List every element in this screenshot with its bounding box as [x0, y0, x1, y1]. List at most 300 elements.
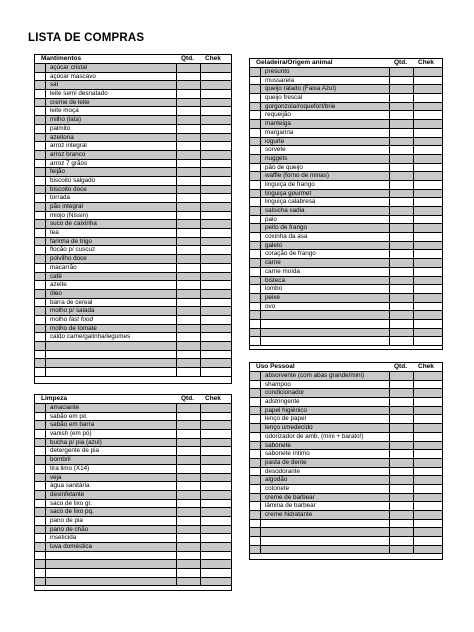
- item-label: desodorante: [265, 467, 301, 475]
- item-cell: [45, 482, 177, 490]
- qtd-cell[interactable]: [177, 186, 201, 194]
- qtd-cell[interactable]: [177, 578, 201, 586]
- item-cell: [45, 413, 177, 421]
- qtd-cell[interactable]: [390, 459, 414, 467]
- qtd-cell[interactable]: [390, 494, 414, 502]
- qtd-cell[interactable]: [390, 511, 414, 519]
- table-row: [35, 368, 231, 377]
- qtd-cell[interactable]: [390, 381, 414, 389]
- qtd-cell[interactable]: [177, 307, 201, 315]
- qtd-cell[interactable]: [390, 424, 414, 432]
- qtd-cell[interactable]: [390, 537, 414, 545]
- item-cell: [260, 381, 390, 389]
- item-list: [35, 404, 231, 586]
- qtd-cell[interactable]: [177, 81, 201, 89]
- item-cell: [260, 129, 390, 137]
- table-row: [35, 491, 231, 500]
- table-row: [250, 311, 442, 320]
- section-header: [250, 363, 442, 372]
- item-cell: [45, 456, 177, 464]
- table-row: [35, 177, 231, 186]
- item-cell: [45, 325, 177, 333]
- item-cell: [45, 474, 177, 482]
- table-row: [35, 482, 231, 491]
- item-cell: [45, 508, 177, 516]
- qtd-cell[interactable]: [390, 476, 414, 484]
- item-cell: [260, 68, 390, 76]
- item-cell: [45, 560, 177, 568]
- qtd-cell[interactable]: [177, 116, 201, 124]
- chek-column-header: Chek: [418, 59, 434, 66]
- item-cell: [260, 285, 390, 293]
- qtd-cell[interactable]: [177, 142, 201, 150]
- item-cell: [260, 389, 390, 397]
- table-row: [35, 168, 231, 177]
- qtd-cell[interactable]: [390, 120, 414, 128]
- item-cell: [260, 155, 390, 163]
- item-cell: [260, 198, 390, 206]
- table-row: [35, 430, 231, 439]
- qtd-cell[interactable]: [177, 456, 201, 464]
- qtd-cell[interactable]: [390, 415, 414, 423]
- qtd-cell[interactable]: [177, 160, 201, 168]
- item-cell: [260, 329, 390, 337]
- table-row: [35, 534, 231, 543]
- qtd-cell[interactable]: [177, 90, 201, 98]
- qtd-cell[interactable]: [177, 203, 201, 211]
- table-row: [35, 281, 231, 290]
- qtd-cell[interactable]: [177, 517, 201, 525]
- item-label: algodão: [265, 476, 288, 484]
- qtd-cell[interactable]: [390, 320, 414, 328]
- item-cell: [45, 465, 177, 473]
- table-row: [250, 277, 442, 286]
- table-row: [250, 494, 442, 503]
- qtd-cell[interactable]: [390, 138, 414, 146]
- qtd-cell[interactable]: [177, 290, 201, 298]
- item-label: macarrão: [50, 263, 77, 271]
- item-label: ovo: [265, 302, 276, 310]
- item-label: leite moça: [50, 107, 79, 115]
- qtd-cell[interactable]: [390, 224, 414, 232]
- item-cell: [260, 146, 390, 154]
- table-row: [35, 342, 231, 351]
- item-label: iogurte: [265, 137, 285, 145]
- item-cell: [45, 151, 177, 159]
- qtd-cell[interactable]: [390, 190, 414, 198]
- qtd-cell[interactable]: [390, 277, 414, 285]
- item-cell: [260, 320, 390, 328]
- qtd-cell[interactable]: [177, 413, 201, 421]
- item-label: farinha de trigo: [50, 237, 93, 245]
- qtd-cell[interactable]: [390, 94, 414, 102]
- table-row: [250, 520, 442, 529]
- qtd-cell[interactable]: [390, 485, 414, 493]
- qtd-cell[interactable]: [390, 285, 414, 293]
- qtd-cell[interactable]: [390, 372, 414, 380]
- table-row: [250, 190, 442, 199]
- table-row: [35, 125, 231, 134]
- item-label: molho de tomate: [50, 324, 97, 332]
- table-row: [35, 116, 231, 125]
- table-row: [35, 246, 231, 255]
- qtd-cell[interactable]: [177, 534, 201, 542]
- item-cell: [45, 99, 177, 107]
- table-row: [250, 129, 442, 138]
- qtd-cell[interactable]: [177, 264, 201, 272]
- qtd-cell[interactable]: [390, 407, 414, 415]
- qtd-column-header: Qtd.: [394, 59, 407, 66]
- table-row: [35, 220, 231, 229]
- qtd-cell[interactable]: [177, 220, 201, 228]
- table-row: [35, 142, 231, 151]
- qtd-cell[interactable]: [177, 526, 201, 534]
- qtd-cell[interactable]: [177, 342, 201, 350]
- qtd-cell[interactable]: [177, 474, 201, 482]
- item-cell: [45, 552, 177, 560]
- item-label: lombo: [265, 285, 283, 293]
- qtd-cell[interactable]: [390, 155, 414, 163]
- qtd-cell[interactable]: [177, 99, 201, 107]
- item-label: saco de lixo pq.: [50, 508, 94, 516]
- qtd-cell[interactable]: [177, 359, 201, 367]
- item-label: linguiça gourmet: [265, 189, 312, 197]
- qtd-cell[interactable]: [177, 238, 201, 246]
- qtd-cell[interactable]: [177, 273, 201, 281]
- table-row: [250, 381, 442, 390]
- qtd-cell[interactable]: [390, 442, 414, 450]
- table-row: [35, 186, 231, 195]
- item-cell: [260, 111, 390, 119]
- item-cell: [260, 250, 390, 258]
- item-cell: [260, 398, 390, 406]
- item-label: odorizador de amb. (mini + barato!): [265, 432, 364, 440]
- qtd-cell[interactable]: [177, 569, 201, 577]
- item-label: torrada: [50, 194, 70, 202]
- qtd-cell[interactable]: [177, 107, 201, 115]
- table-row: [250, 138, 442, 147]
- qtd-cell[interactable]: [390, 303, 414, 311]
- table-row: [250, 485, 442, 494]
- item-cell: [260, 433, 390, 441]
- table-row: [250, 294, 442, 303]
- table-row: [35, 73, 231, 82]
- item-cell: [260, 511, 390, 519]
- table-row: [35, 333, 231, 342]
- table-row: [35, 474, 231, 483]
- item-cell: [45, 342, 177, 350]
- qtd-cell[interactable]: [177, 500, 201, 508]
- qtd-cell[interactable]: [390, 198, 414, 206]
- item-label: coxinha da asa: [265, 233, 308, 241]
- item-label: mussarela: [265, 76, 295, 84]
- item-label: creme de barbear: [265, 493, 315, 501]
- item-cell: [260, 468, 390, 476]
- item-label: shampoo: [265, 380, 291, 388]
- item-cell: [260, 485, 390, 493]
- item-cell: [45, 491, 177, 499]
- qtd-cell[interactable]: [177, 560, 201, 568]
- table-row: [250, 442, 442, 451]
- qtd-cell[interactable]: [390, 502, 414, 510]
- item-label: creme hidratante: [265, 511, 313, 518]
- table-row: [250, 468, 442, 477]
- qtd-cell[interactable]: [390, 546, 414, 554]
- table-row: [35, 203, 231, 212]
- item-cell: [45, 212, 177, 220]
- item-cell: [45, 194, 177, 202]
- table-row: [35, 351, 231, 360]
- qtd-cell[interactable]: [390, 233, 414, 241]
- item-label: lâmina de barbear: [265, 502, 316, 510]
- item-cell: [260, 103, 390, 111]
- item-cell: [260, 502, 390, 510]
- item-label: manteiga: [265, 120, 291, 128]
- item-cell: [260, 407, 390, 415]
- item-label: requeijão: [265, 111, 291, 119]
- table-row: [35, 508, 231, 517]
- table-row: [35, 578, 231, 587]
- qtd-cell[interactable]: [177, 482, 201, 490]
- item-cell: [45, 404, 177, 412]
- item-cell: [45, 142, 177, 150]
- qtd-cell[interactable]: [177, 333, 201, 341]
- item-cell: [260, 459, 390, 467]
- qtd-cell[interactable]: [177, 543, 201, 551]
- qtd-cell[interactable]: [390, 389, 414, 397]
- item-cell: [45, 203, 177, 211]
- qtd-cell[interactable]: [177, 439, 201, 447]
- item-cell: [45, 246, 177, 254]
- qtd-cell[interactable]: [390, 207, 414, 215]
- qtd-cell[interactable]: [177, 168, 201, 176]
- qtd-cell[interactable]: [177, 404, 201, 412]
- item-cell: [45, 64, 177, 72]
- qtd-cell[interactable]: [177, 508, 201, 516]
- table-row: [35, 307, 231, 316]
- item-label: barra de cereal: [50, 298, 93, 306]
- qtd-cell[interactable]: [177, 491, 201, 499]
- qtd-cell[interactable]: [177, 246, 201, 254]
- section-geladeira: [249, 58, 443, 350]
- qtd-cell[interactable]: [177, 194, 201, 202]
- qtd-cell[interactable]: [390, 259, 414, 267]
- item-label: óleo: [50, 289, 62, 297]
- qtd-cell[interactable]: [390, 77, 414, 85]
- qtd-cell[interactable]: [390, 450, 414, 458]
- table-row: [250, 198, 442, 207]
- item-cell: [45, 160, 177, 168]
- table-row: [250, 233, 442, 242]
- section-mantimentos: [34, 54, 232, 384]
- qtd-cell[interactable]: [177, 316, 201, 324]
- item-cell: [45, 90, 177, 98]
- item-cell: [45, 229, 177, 237]
- qtd-cell[interactable]: [390, 398, 414, 406]
- table-row: [35, 316, 231, 325]
- qtd-cell[interactable]: [177, 73, 201, 81]
- table-row: [35, 160, 231, 169]
- item-label: veja: [50, 473, 62, 481]
- table-row: [35, 264, 231, 273]
- table-row: [250, 164, 442, 173]
- item-cell: [45, 569, 177, 577]
- item-label: detergente de pia: [50, 447, 100, 455]
- qtd-cell[interactable]: [390, 172, 414, 180]
- table-row: [35, 212, 231, 221]
- table-row: [35, 359, 231, 368]
- table-row: [35, 229, 231, 238]
- item-cell: [260, 303, 390, 311]
- item-cell: [260, 415, 390, 423]
- chek-column-header: Chek: [418, 363, 434, 370]
- qtd-cell[interactable]: [390, 68, 414, 76]
- qtd-cell[interactable]: [177, 430, 201, 438]
- item-cell: [260, 138, 390, 146]
- item-cell: [45, 177, 177, 185]
- qtd-cell[interactable]: [177, 552, 201, 560]
- qtd-cell[interactable]: [390, 329, 414, 337]
- table-row: [250, 285, 442, 294]
- item-cell: [260, 520, 390, 528]
- qtd-cell[interactable]: [177, 151, 201, 159]
- item-label: waffle (forno de minas): [265, 172, 329, 180]
- qtd-cell[interactable]: [177, 325, 201, 333]
- qtd-cell[interactable]: [390, 520, 414, 528]
- qtd-cell[interactable]: [177, 421, 201, 429]
- item-cell: [45, 307, 177, 315]
- item-label: azeitona: [50, 133, 74, 141]
- table-row: [35, 299, 231, 308]
- item-cell: [260, 120, 390, 128]
- table-row: [250, 242, 442, 251]
- item-label: polvilho doce: [50, 255, 87, 263]
- qtd-cell[interactable]: [177, 64, 201, 72]
- qtd-cell[interactable]: [390, 129, 414, 137]
- item-label: peito de frango: [265, 224, 308, 232]
- item-cell: [45, 430, 177, 438]
- item-label: gorgonzola/roquefort/brie: [265, 102, 336, 110]
- item-label: linguiça de frango: [265, 180, 315, 188]
- table-row: [250, 85, 442, 94]
- qtd-cell[interactable]: [390, 337, 414, 345]
- qtd-cell[interactable]: [177, 212, 201, 220]
- table-row: [250, 155, 442, 164]
- qtd-cell[interactable]: [177, 281, 201, 289]
- item-cell: [45, 134, 177, 142]
- table-row: [250, 337, 442, 346]
- qtd-cell[interactable]: [390, 311, 414, 319]
- qtd-column-header: Qtd.: [181, 55, 194, 62]
- table-row: [35, 500, 231, 509]
- item-label: caldo carne/galinha/legumes: [50, 333, 131, 341]
- qtd-cell[interactable]: [177, 125, 201, 133]
- table-row: [35, 560, 231, 569]
- item-label: lenço de papel: [265, 415, 306, 423]
- item-label: papel higiênico: [265, 406, 308, 414]
- table-row: [250, 450, 442, 459]
- qtd-cell[interactable]: [390, 103, 414, 111]
- table-row: [35, 569, 231, 578]
- item-cell: [45, 534, 177, 542]
- item-label: nuggets: [265, 154, 288, 162]
- table-row: [250, 389, 442, 398]
- table-row: [35, 107, 231, 116]
- item-label: peixe: [265, 293, 281, 301]
- table-row: [250, 528, 442, 537]
- section-title: Limpeza: [41, 395, 68, 402]
- item-label: queijo ralado (Faixa Azul): [265, 85, 337, 93]
- qtd-cell[interactable]: [390, 268, 414, 276]
- table-row: [35, 517, 231, 526]
- qtd-cell[interactable]: [390, 164, 414, 172]
- qtd-cell[interactable]: [177, 255, 201, 263]
- item-cell: [260, 372, 390, 380]
- qtd-cell[interactable]: [177, 299, 201, 307]
- item-cell: [45, 526, 177, 534]
- qtd-cell[interactable]: [177, 229, 201, 237]
- qtd-cell[interactable]: [390, 433, 414, 441]
- qtd-cell[interactable]: [177, 134, 201, 142]
- qtd-cell[interactable]: [390, 146, 414, 154]
- table-row: [250, 433, 442, 442]
- qtd-cell[interactable]: [390, 250, 414, 258]
- item-cell: [45, 359, 177, 367]
- qtd-cell[interactable]: [390, 216, 414, 224]
- item-label: desinfetante: [50, 490, 85, 498]
- qtd-cell[interactable]: [177, 351, 201, 359]
- table-row: [250, 537, 442, 546]
- item-label: creme de leite: [50, 98, 90, 106]
- table-row: [250, 120, 442, 129]
- qtd-cell[interactable]: [177, 447, 201, 455]
- qtd-cell[interactable]: [390, 528, 414, 536]
- item-label: molho fast food: [50, 315, 94, 323]
- item-cell: [260, 172, 390, 180]
- page-title: LISTA DE COMPRAS: [28, 32, 145, 44]
- item-list: [250, 68, 442, 346]
- table-row: [250, 320, 442, 329]
- qtd-cell[interactable]: [390, 294, 414, 302]
- qtd-cell[interactable]: [390, 111, 414, 119]
- item-cell: [260, 450, 390, 458]
- item-label: bucha p/ pia (azul): [50, 438, 102, 446]
- table-row: [35, 404, 231, 413]
- item-cell: [260, 311, 390, 319]
- table-row: [250, 94, 442, 103]
- table-row: [250, 511, 442, 520]
- section-uso-pessoal: [249, 362, 443, 560]
- qtd-cell[interactable]: [177, 465, 201, 473]
- item-cell: [45, 238, 177, 246]
- item-label: sal: [50, 81, 59, 89]
- item-cell: [260, 277, 390, 285]
- qtd-cell[interactable]: [390, 181, 414, 189]
- qtd-cell[interactable]: [177, 368, 201, 376]
- item-label: paio: [265, 215, 277, 223]
- item-cell: [45, 273, 177, 281]
- chek-column-header: Chek: [205, 395, 221, 402]
- item-label: linguiça calabresa: [265, 198, 316, 206]
- item-label: tira limo (X14): [50, 464, 90, 472]
- item-label: cotonete: [265, 484, 290, 492]
- table-row: [250, 398, 442, 407]
- qtd-cell[interactable]: [177, 177, 201, 185]
- qtd-cell[interactable]: [390, 242, 414, 250]
- table-row: [35, 456, 231, 465]
- qtd-cell[interactable]: [390, 468, 414, 476]
- qtd-cell[interactable]: [390, 85, 414, 93]
